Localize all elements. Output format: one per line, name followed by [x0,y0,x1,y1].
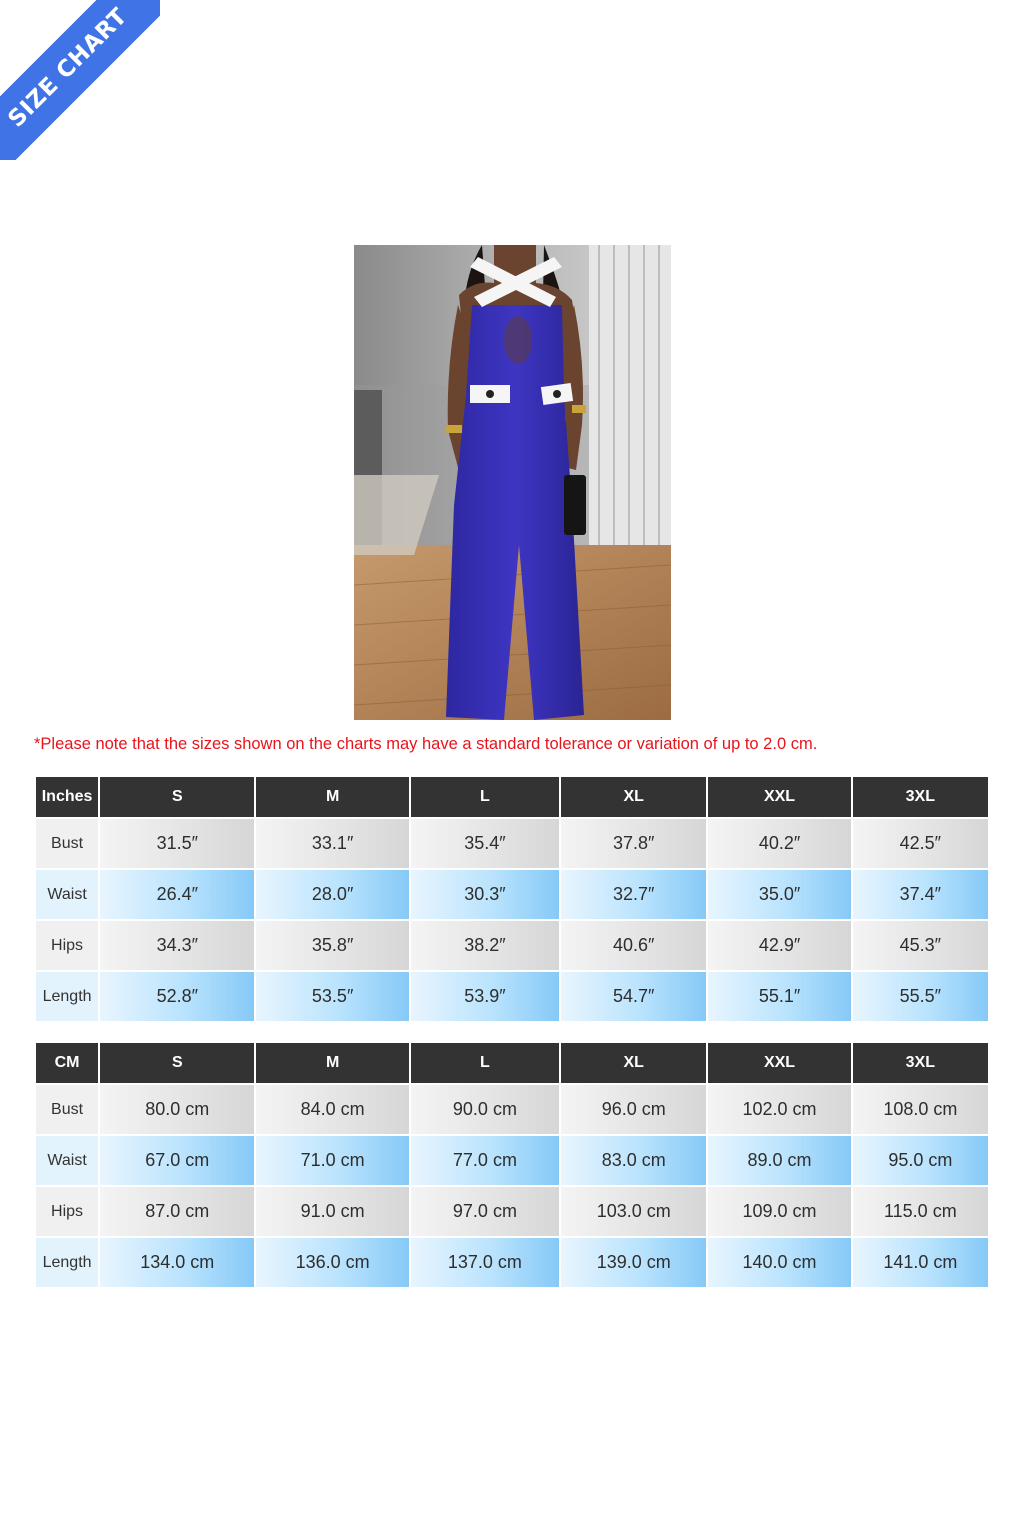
size-header: S [100,1043,254,1083]
size-header: L [411,777,559,817]
table-cell: 35.4″ [411,819,559,868]
row-label: Bust [36,819,98,868]
size-header: S [100,777,254,817]
size-header: M [256,777,408,817]
table-cell: 137.0 cm [411,1238,559,1287]
table-header-row [36,1043,988,1083]
table-cell: 37.8″ [561,819,706,868]
row-label: Hips [36,1187,98,1236]
table-cell: 37.4″ [853,870,988,919]
table-cell: 52.8″ [100,972,254,1021]
table-cell: 54.7″ [561,972,706,1021]
product-photo [354,245,671,720]
row-label: Length [36,972,98,1021]
table-cell: 28.0″ [256,870,408,919]
table-cell: 53.5″ [256,972,408,1021]
unit-header: Inches [36,777,98,817]
size-header: L [411,1043,559,1083]
table-cell: 26.4″ [100,870,254,919]
table-row [36,1136,988,1185]
table-row [36,1085,988,1134]
table-cell: 53.9″ [411,972,559,1021]
table-cell: 42.5″ [853,819,988,868]
table-cell: 34.3″ [100,921,254,970]
table-cell: 30.3″ [411,870,559,919]
table-cell: 42.9″ [708,921,850,970]
table-cell: 38.2″ [411,921,559,970]
row-label: Length [36,1238,98,1287]
table-cell: 140.0 cm [708,1238,850,1287]
size-chart-badge [0,0,160,160]
table-cell: 97.0 cm [411,1187,559,1236]
table-row [36,972,988,1021]
table-cell: 89.0 cm [708,1136,850,1185]
size-chart-badge-label: SIZE CHART [3,3,133,133]
table-row [36,819,988,868]
size-header: XXL [708,777,850,817]
table-cell: 71.0 cm [256,1136,408,1185]
size-header: 3XL [853,777,988,817]
size-header: M [256,1043,408,1083]
size-table-cm [34,1041,990,1289]
size-table-inches [34,775,990,1023]
row-label: Hips [36,921,98,970]
table-cell: 40.6″ [561,921,706,970]
size-header: XL [561,1043,706,1083]
unit-header: CM [36,1043,98,1083]
table-cell: 83.0 cm [561,1136,706,1185]
table-cell: 31.5″ [100,819,254,868]
table-cell: 108.0 cm [853,1085,988,1134]
table-cell: 67.0 cm [100,1136,254,1185]
size-header: XXL [708,1043,850,1083]
table-cell: 32.7″ [561,870,706,919]
table-row [36,921,988,970]
row-label: Waist [36,870,98,919]
table-cell: 84.0 cm [256,1085,408,1134]
table-cell: 87.0 cm [100,1187,254,1236]
row-label: Bust [36,1085,98,1134]
table-cell: 134.0 cm [100,1238,254,1287]
jumpsuit-photo-icon [354,245,671,720]
table-cell: 95.0 cm [853,1136,988,1185]
table-row [36,1238,988,1287]
table-cell: 35.8″ [256,921,408,970]
table-header-row [36,777,988,817]
table-cell: 103.0 cm [561,1187,706,1236]
size-header: 3XL [853,1043,988,1083]
table-cell: 96.0 cm [561,1085,706,1134]
table-cell: 40.2″ [708,819,850,868]
table-cell: 141.0 cm [853,1238,988,1287]
table-row [36,870,988,919]
table-cell: 55.5″ [853,972,988,1021]
table-cell: 115.0 cm [853,1187,988,1236]
table-cell: 102.0 cm [708,1085,850,1134]
table-row [36,1187,988,1236]
table-cell: 33.1″ [256,819,408,868]
table-cell: 35.0″ [708,870,850,919]
table-cell: 139.0 cm [561,1238,706,1287]
table-cell: 109.0 cm [708,1187,850,1236]
table-cell: 55.1″ [708,972,850,1021]
table-cell: 136.0 cm [256,1238,408,1287]
table-cell: 80.0 cm [100,1085,254,1134]
table-cell: 45.3″ [853,921,988,970]
table-cell: 77.0 cm [411,1136,559,1185]
tolerance-note: *Please note that the sizes shown on the charts may have a standard tolerance or variation of up to 2.0 cm. [34,735,818,753]
size-chart-ribbon [0,0,160,160]
size-header: XL [561,777,706,817]
row-label: Waist [36,1136,98,1185]
table-cell: 91.0 cm [256,1187,408,1236]
table-cell: 90.0 cm [411,1085,559,1134]
